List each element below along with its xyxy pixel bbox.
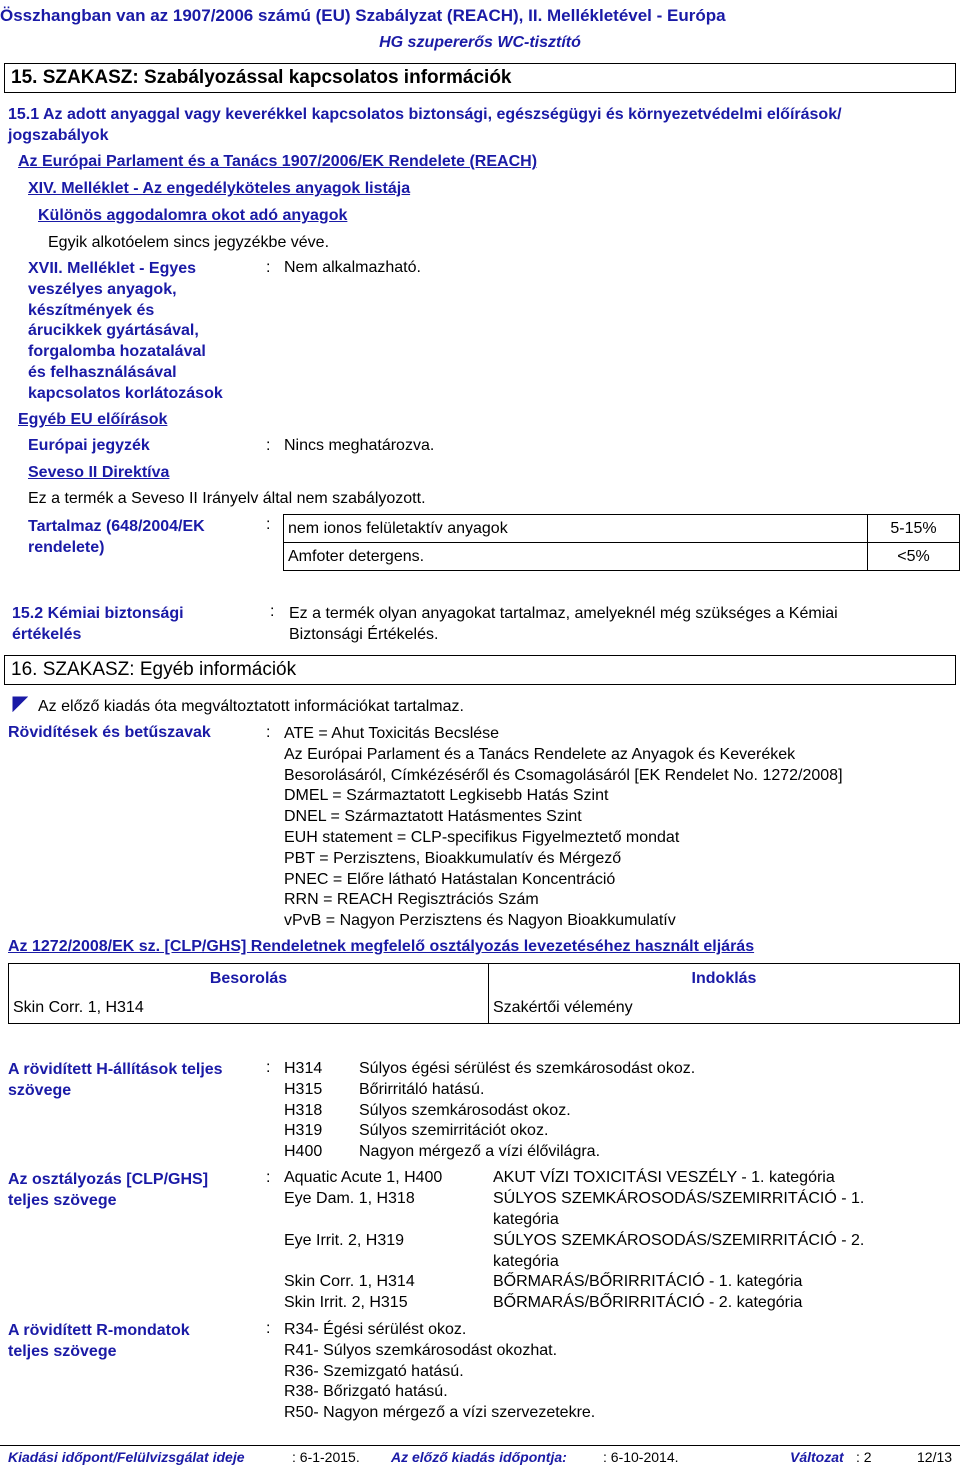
page-footer xyxy=(0,1445,960,1476)
section-16-title: 16. SZAKASZ: Egyéb információk xyxy=(11,659,297,680)
h-text: Súlyos égési sérülést és szemkárosodást okoz. xyxy=(359,1060,696,1077)
ingredient-value: 5-15% xyxy=(868,515,960,543)
h-label-line: A rövidített H-állítások teljes xyxy=(8,1061,223,1078)
clp-code: Eye Irrit. 2, H319 xyxy=(284,1232,405,1249)
h-statements-label xyxy=(8,1059,223,1101)
table-row xyxy=(284,515,960,543)
chemical-safety-assessment-value xyxy=(289,603,838,645)
clp-text-continued: kategória xyxy=(493,1253,559,1270)
list-item: ATE = Ahut Toxicitás Becslése xyxy=(284,725,500,742)
csa-label-line: 15.2 Kémiai biztonsági xyxy=(12,605,184,622)
detergent-label-line: rendelete) xyxy=(28,539,105,556)
list-item: RRN = REACH Regisztrációs Szám xyxy=(284,891,539,909)
annex-17-line: készítmények és xyxy=(28,301,155,319)
r-phrases-label xyxy=(8,1320,190,1362)
clp-label-line: teljes szövege xyxy=(8,1192,117,1209)
h-text: Nagyon mérgező a vízi élővilágra. xyxy=(359,1143,601,1161)
clp-text: SÚLYOS SZEMKÁROSODÁS/SZEMIRRITÁCIÓ - 2. xyxy=(493,1232,865,1249)
section-15-title-box xyxy=(4,63,956,93)
column-header-justification: Indoklás xyxy=(489,964,960,994)
colon-separator: : xyxy=(266,437,271,454)
classification-procedure-table xyxy=(8,963,960,1024)
clp-text: BŐRMARÁS/BŐRIRRITÁCIÓ - 1. kategória xyxy=(493,1273,803,1290)
clp-text: SÚLYOS SZEMKÁROSODÁS/SZEMIRRITÁCIÓ - 1. xyxy=(493,1190,865,1207)
version-value: : 2 xyxy=(856,1449,872,1465)
list-item: R38- Bőrizgató hatású. xyxy=(284,1383,448,1401)
clp-code: Aquatic Acute 1, H400 xyxy=(284,1169,443,1186)
colon-separator: : xyxy=(266,516,271,533)
colon-separator: : xyxy=(266,259,271,276)
h-statements-codes xyxy=(284,1059,322,1163)
h-code: H400 xyxy=(284,1143,323,1161)
justification-cell: Szakértői vélemény xyxy=(489,994,960,1024)
csa-value-line: Ez a termék olyan anyagokat tartalmaz, amelyeknél még szükséges a Kémiai xyxy=(289,605,838,622)
subsection-15-1-title-line1: 15.1 Az adott anyaggal vagy keverékkel kapcsolatos biztonsági, egészségügyi és környezetvédelmi előírások/ xyxy=(8,106,842,123)
list-item: vPvB = Nagyon Perzisztens és Nagyon Bioakkumulatív xyxy=(284,912,676,930)
clp-label-line: Az osztályozás [CLP/GHS] xyxy=(8,1171,209,1188)
annex-17-line: árucikkek gyártásával, xyxy=(28,322,199,340)
list-item: R34- Égési sérülést okoz. xyxy=(284,1321,467,1338)
ingredient-name: Amfoter detergens. xyxy=(284,543,868,571)
previous-issue-label: Az előző kiadás időpontja: xyxy=(391,1449,567,1465)
list-item: DMEL = Származtatott Legkisebb Hatás Szint xyxy=(284,787,609,805)
table-row xyxy=(284,543,960,571)
list-item: PBT = Perzisztens, Bioakkumulatív és Mérgező xyxy=(284,849,622,867)
eu-inventory-label: Európai jegyzék xyxy=(28,437,150,454)
h-code: H319 xyxy=(284,1122,323,1140)
detergent-ingredients-table xyxy=(283,514,960,571)
table-row xyxy=(9,994,960,1024)
ingredient-value: <5% xyxy=(868,543,960,571)
classification-cell: Skin Corr. 1, H314 xyxy=(9,994,489,1024)
clp-code: Eye Dam. 1, H318 xyxy=(284,1190,415,1207)
csa-label-line: értékelés xyxy=(12,626,82,643)
detergent-label-line: Tartalmaz (648/2004/EK xyxy=(28,518,205,535)
clp-text-continued: kategória xyxy=(493,1211,559,1228)
h-text: Súlyos szemkárosodást okoz. xyxy=(359,1101,571,1119)
colon-separator: : xyxy=(266,724,271,741)
clp-code: Skin Corr. 1, H314 xyxy=(284,1273,415,1290)
annex-17-value: Nem alkalmazható. xyxy=(284,259,421,276)
list-item: Besorolásáról, Címkézéséről és Csomagolásáról [EK Rendelet No. 1272/2008] xyxy=(284,766,843,784)
colon-separator: : xyxy=(270,603,275,620)
changed-info-note: Az előző kiadás óta megváltoztatott információkat tartalmaz. xyxy=(38,698,464,715)
previous-issue-value: : 6-10-2014. xyxy=(603,1449,679,1465)
h-code: H315 xyxy=(284,1080,323,1098)
document-header-regulation: Összhangban van az 1907/2006 számú (EU) Szabályzat (REACH), II. Mellékletével - Európa xyxy=(0,6,726,25)
document-header-product: HG szupererős WC-tisztító xyxy=(379,34,581,51)
section-15-title: 15. SZAKASZ: Szabályozással kapcsolatos információk xyxy=(11,67,512,88)
annex-14-heading: XIV. Melléklet - Az engedélyköteles anyagok listája xyxy=(28,180,411,197)
section-16-title-box xyxy=(4,655,956,685)
h-code: H314 xyxy=(284,1060,323,1077)
list-item: DNEL = Származtatott Hatásmentes Szint xyxy=(284,808,582,826)
issue-date-label: Kiadási időpont/Felülvizsgálat ideje xyxy=(8,1449,245,1465)
list-item: EUH statement = CLP-specifikus Figyelmeztető mondat xyxy=(284,828,680,846)
h-text: Bőrirritáló hatású. xyxy=(359,1080,485,1098)
seveso-text: Ez a termék a Seveso II Irányelv által nem szabályozott. xyxy=(28,490,426,507)
other-eu-regulations-heading: Egyéb EU előírások xyxy=(18,411,168,428)
table-row xyxy=(9,964,960,994)
annex-17-line: kapcsolatos korlátozások xyxy=(28,384,223,402)
version-label: Változat xyxy=(790,1449,844,1465)
csa-value-line: Biztonsági Értékelés. xyxy=(289,626,439,643)
clp-text: BŐRMARÁS/BŐRIRRITÁCIÓ - 2. kategória xyxy=(493,1294,803,1311)
classification-procedure-heading: Az 1272/2008/EK sz. [CLP/GHS] Rendeletnek megfelelő osztályozás levezetéséhez használt eljárás xyxy=(8,938,755,955)
h-code: H318 xyxy=(284,1101,323,1119)
h-statements-texts xyxy=(359,1059,695,1163)
detergent-regulation-label xyxy=(28,516,205,558)
h-label-line: szövege xyxy=(8,1082,72,1099)
ingredient-name: nem ionos felületaktív anyagok xyxy=(284,515,868,543)
colon-separator: : xyxy=(266,1059,271,1076)
column-header-classification: Besorolás xyxy=(9,964,489,994)
h-text: Súlyos szemirritációt okoz. xyxy=(359,1122,549,1140)
r-phrases-list xyxy=(284,1320,595,1424)
list-item: R36- Szemizgató hatású. xyxy=(284,1362,464,1380)
r-label-line: teljes szövege xyxy=(8,1343,117,1360)
list-item: PNEC = Előre látható Hatástalan Koncentráció xyxy=(284,870,616,888)
clp-classification-label xyxy=(8,1169,208,1211)
eu-inventory-value: Nincs meghatározva. xyxy=(284,437,435,454)
revision-marker-icon xyxy=(12,696,28,712)
annex-17-line: veszélyes anyagok, xyxy=(28,280,177,298)
abbreviations-list xyxy=(284,724,843,932)
svhc-heading: Különös aggodalomra okot adó anyagok xyxy=(38,207,348,224)
r-label-line: A rövidített R-mondatok xyxy=(8,1322,190,1339)
chemical-safety-assessment-label xyxy=(12,603,184,645)
clp-text: AKUT VÍZI TOXICITÁSI VESZÉLY - 1. kategória xyxy=(493,1169,835,1186)
svhc-text: Egyik alkotóelem sincs jegyzékbe véve. xyxy=(48,234,330,251)
annex-17-line: forgalomba hozatalával xyxy=(28,343,206,361)
annex-17-line: és felhasználásával xyxy=(28,363,177,381)
page-number: 12/13 xyxy=(917,1449,953,1465)
colon-separator: : xyxy=(266,1320,271,1337)
colon-separator: : xyxy=(266,1169,271,1186)
list-item: R50- Nagyon mérgező a vízi szervezetekre. xyxy=(284,1404,596,1422)
list-item: R41- Súlyos szemkárosodást okozhat. xyxy=(284,1341,558,1359)
subsection-15-1-title-line2: jogszabályok xyxy=(8,127,109,144)
clp-code: Skin Irrit. 2, H315 xyxy=(284,1294,408,1311)
annex-17-line: XVII. Melléklet - Egyes xyxy=(28,260,197,277)
list-item: Az Európai Parlament és a Tanács Rendelete az Anyagok és Keverékek xyxy=(284,745,796,763)
abbreviations-label: Rövidítések és betűszavak xyxy=(8,724,211,741)
seveso-heading: Seveso II Direktíva xyxy=(28,464,170,481)
reach-regulation-heading: Az Európai Parlament és a Tanács 1907/2006/EK Rendelete (REACH) xyxy=(18,153,538,170)
issue-date-value: : 6-1-2015. xyxy=(292,1449,360,1465)
annex-17-label xyxy=(28,259,223,405)
